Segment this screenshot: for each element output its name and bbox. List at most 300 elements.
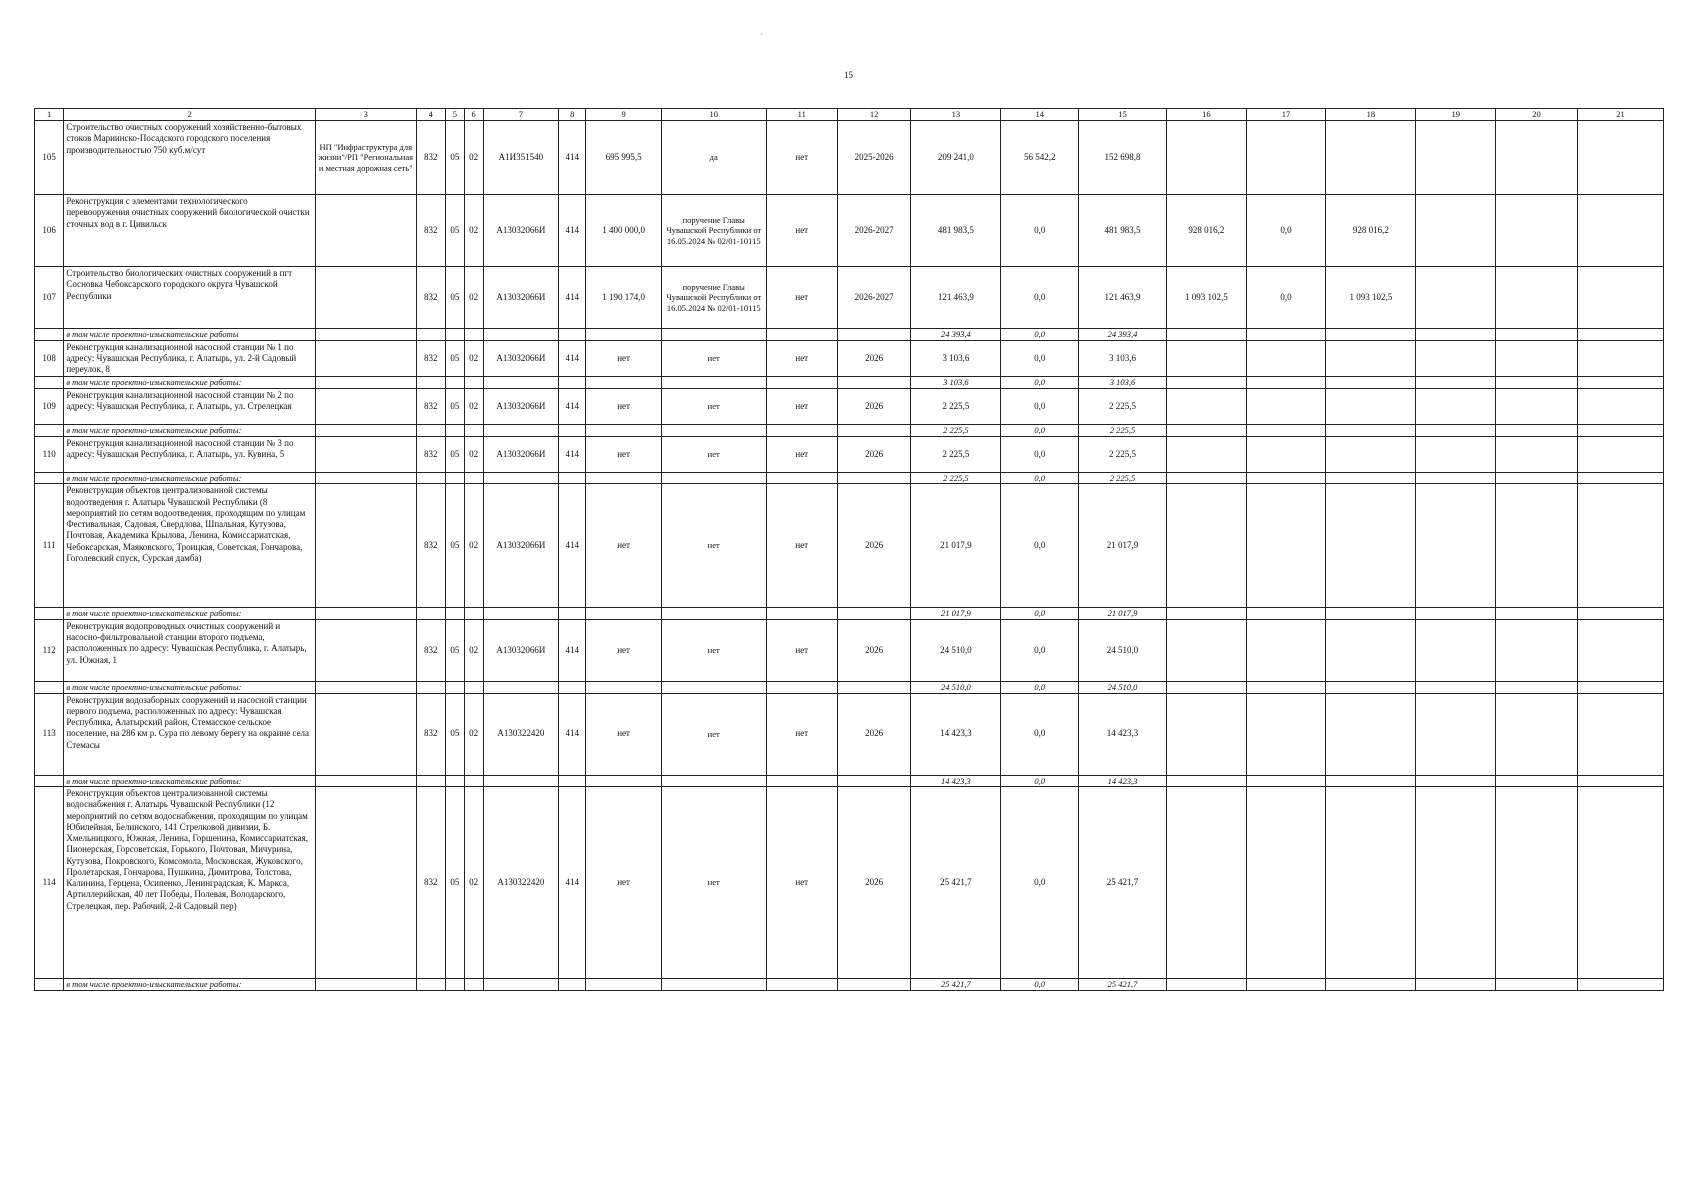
empty-cell [1416, 472, 1496, 484]
empty-cell [559, 775, 586, 787]
value-c9: нет [586, 340, 661, 377]
value-c12: 2026 [837, 484, 910, 608]
empty-cell [1167, 775, 1247, 787]
empty-cell [1416, 619, 1496, 681]
value-c11: нет [766, 389, 837, 425]
empty-cell [445, 377, 464, 389]
value-c7: A130322420 [483, 693, 558, 775]
empty-cell [416, 608, 445, 620]
value-c8: 414 [559, 389, 586, 425]
value-c12: 2026 [837, 693, 910, 775]
subtotal-value-col14: 0,0 [1001, 425, 1079, 437]
value-c4: 832 [416, 267, 445, 329]
empty-cell [1326, 425, 1416, 437]
empty-cell [586, 608, 661, 620]
column-number-row [35, 109, 1664, 121]
column-number: 14 [1001, 109, 1079, 121]
object-name: Строительство биологических очистных сооружений в пгт Сосновка Чебоксарского городского округа Чувашской Республики [64, 267, 316, 329]
value-c12: 2026 [837, 389, 910, 425]
empty-cell [1416, 340, 1496, 377]
value-c13: 3 103,6 [911, 340, 1001, 377]
subtotal-value-col14: 0,0 [1001, 775, 1079, 787]
empty-cell [464, 377, 483, 389]
value-c15: 2 225,5 [1078, 436, 1166, 472]
value-c17 [1246, 340, 1326, 377]
empty-cell [1416, 121, 1496, 195]
value-c9: 1 400 000,0 [586, 195, 661, 267]
empty-cell [1167, 329, 1247, 341]
empty-cell [1577, 425, 1663, 437]
empty-cell [416, 329, 445, 341]
value-c12: 2026-2027 [837, 267, 910, 329]
object-name: Реконструкция объектов централизованной системы водоотведения г. Алатырь Чувашской Республики (8 мероприятий по сетям водоотведения, проходящим по улицам Фестивальная, Садовая, Свердлова, Шпальная, Кутузова, Почтовая, Академика Крылова, Ленина, Комиссариатская, Чебоксарская, Маяковского, Троицкая, Советская, Гончарова, Гоголевский спуск, Сурская дамба) [64, 484, 316, 608]
empty-cell [1416, 979, 1496, 991]
empty-cell [766, 377, 837, 389]
empty-cell [1496, 608, 1578, 620]
row-number: 114 [35, 787, 64, 979]
empty-cell [837, 377, 910, 389]
value-c13: 2 225,5 [911, 436, 1001, 472]
empty-cell [1496, 436, 1578, 472]
empty-cell [315, 377, 416, 389]
value-c15: 2 225,5 [1078, 389, 1166, 425]
empty-cell [1496, 472, 1578, 484]
value-c4: 832 [416, 436, 445, 472]
empty-cell [1577, 619, 1663, 681]
value-c18 [1326, 693, 1416, 775]
value-c4: 832 [416, 195, 445, 267]
empty-cell [1577, 329, 1663, 341]
value-c5: 05 [445, 787, 464, 979]
empty-cell [1577, 775, 1663, 787]
value-c18 [1326, 436, 1416, 472]
value-c16 [1167, 389, 1247, 425]
empty-cell [416, 425, 445, 437]
empty-cell [416, 472, 445, 484]
decision-cell: поручение Главы Чувашской Республики от 16.05.2024 № 02/01-10115 [661, 267, 766, 329]
project-cell [315, 340, 416, 377]
value-c15: 24 510,0 [1078, 619, 1166, 681]
value-c4: 832 [416, 121, 445, 195]
value-c18: 1 093 102,5 [1326, 267, 1416, 329]
column-number: 15 [1078, 109, 1166, 121]
empty-cell [586, 979, 661, 991]
object-name: Строительство очистных сооружений хозяйственно-бытовых стоков Мариинско-Посадского городского поселения производительностью 750 куб.м/сут [64, 121, 316, 195]
value-c18 [1326, 389, 1416, 425]
empty-cell [766, 775, 837, 787]
value-c12: 2026 [837, 436, 910, 472]
subtotal-row [35, 425, 1664, 437]
empty-cell [1496, 681, 1578, 693]
empty-cell [661, 775, 766, 787]
empty-cell [766, 979, 837, 991]
empty-cell [1326, 608, 1416, 620]
value-c15: 25 421,7 [1078, 787, 1166, 979]
empty-cell [837, 425, 910, 437]
value-c8: 414 [559, 267, 586, 329]
empty-cell [1416, 693, 1496, 775]
empty-cell [445, 329, 464, 341]
empty-cell [1416, 787, 1496, 979]
value-c15: 121 463,9 [1078, 267, 1166, 329]
empty-cell [837, 472, 910, 484]
column-number: 6 [464, 109, 483, 121]
empty-cell [559, 377, 586, 389]
value-c9: нет [586, 619, 661, 681]
empty-cell [464, 472, 483, 484]
subtotal-label: в том числе проектно-изыскательские работы: [64, 681, 316, 693]
empty-cell [1577, 693, 1663, 775]
value-c14: 0,0 [1001, 436, 1079, 472]
empty-cell [35, 979, 64, 991]
empty-cell [1577, 267, 1663, 329]
value-c17 [1246, 484, 1326, 608]
subtotal-value-col15: 25 421,7 [1078, 979, 1166, 991]
empty-cell [35, 329, 64, 341]
empty-cell [1326, 681, 1416, 693]
empty-cell [483, 681, 558, 693]
scan-mark: · [760, 30, 763, 39]
value-c7: A13032066И [483, 436, 558, 472]
empty-cell [1167, 472, 1247, 484]
subtotal-value-col14: 0,0 [1001, 329, 1079, 341]
value-c8: 414 [559, 121, 586, 195]
empty-cell [1496, 775, 1578, 787]
empty-cell [661, 681, 766, 693]
row-number: 108 [35, 340, 64, 377]
empty-cell [416, 979, 445, 991]
value-c14: 0,0 [1001, 195, 1079, 267]
value-c11: нет [766, 195, 837, 267]
value-c14: 0,0 [1001, 787, 1079, 979]
empty-cell [416, 681, 445, 693]
empty-cell [1577, 195, 1663, 267]
value-c18 [1326, 121, 1416, 195]
column-number: 20 [1496, 109, 1578, 121]
value-c8: 414 [559, 484, 586, 608]
project-cell [315, 267, 416, 329]
value-c8: 414 [559, 340, 586, 377]
value-c9: нет [586, 484, 661, 608]
subtotal-value-col13: 14 423,3 [911, 775, 1001, 787]
value-c17: 0,0 [1246, 195, 1326, 267]
column-number: 7 [483, 109, 558, 121]
empty-cell [1416, 484, 1496, 608]
empty-cell [1496, 619, 1578, 681]
decision-cell: да [661, 121, 766, 195]
empty-cell [35, 681, 64, 693]
table-row [35, 195, 1664, 267]
column-number: 5 [445, 109, 464, 121]
decision-cell: нет [661, 484, 766, 608]
value-c12: 2026 [837, 787, 910, 979]
empty-cell [464, 775, 483, 787]
value-c16: 1 093 102,5 [1167, 267, 1247, 329]
value-c7: A13032066И [483, 340, 558, 377]
value-c14: 0,0 [1001, 267, 1079, 329]
empty-cell [1416, 389, 1496, 425]
value-c16 [1167, 436, 1247, 472]
decision-cell: поручение Главы Чувашской Республики от 16.05.2024 № 02/01-10115 [661, 195, 766, 267]
empty-cell [1496, 389, 1578, 425]
empty-cell [1496, 377, 1578, 389]
object-name: Реконструкция водозаборных сооружений и насосной станции первого подъема, расположенных по адресу: Чувашская Республика, Алатырский район, Стемасское сельское поселение, на 286 км р. Сура по левому берегу на окраине села Стемасы [64, 693, 316, 775]
empty-cell [35, 472, 64, 484]
column-number: 21 [1577, 109, 1663, 121]
object-name: Реконструкция с элементами технологического перевооружения очистных сооружений биологической очистки сточных вод в г. Цивильск [64, 195, 316, 267]
empty-cell [1577, 787, 1663, 979]
column-number: 8 [559, 109, 586, 121]
value-c13: 14 423,3 [911, 693, 1001, 775]
value-c7: A13032066И [483, 484, 558, 608]
decision-cell: нет [661, 619, 766, 681]
row-number: 107 [35, 267, 64, 329]
value-c17 [1246, 787, 1326, 979]
empty-cell [483, 377, 558, 389]
empty-cell [559, 472, 586, 484]
project-cell [315, 619, 416, 681]
subtotal-label: в том числе проектно-изыскательские работы: [64, 608, 316, 620]
table-row [35, 484, 1664, 608]
value-c13: 481 983,5 [911, 195, 1001, 267]
column-number: 11 [766, 109, 837, 121]
table-row [35, 340, 1664, 377]
empty-cell [315, 775, 416, 787]
value-c7: A13032066И [483, 389, 558, 425]
value-c15: 481 983,5 [1078, 195, 1166, 267]
value-c6: 02 [464, 340, 483, 377]
empty-cell [315, 681, 416, 693]
value-c17 [1246, 619, 1326, 681]
column-number: 10 [661, 109, 766, 121]
empty-cell [837, 608, 910, 620]
row-number: 112 [35, 619, 64, 681]
subtotal-value-col15: 24 510,0 [1078, 681, 1166, 693]
value-c9: нет [586, 693, 661, 775]
column-number: 12 [837, 109, 910, 121]
empty-cell [586, 472, 661, 484]
empty-cell [586, 425, 661, 437]
empty-cell [1496, 267, 1578, 329]
empty-cell [1496, 329, 1578, 341]
value-c18 [1326, 340, 1416, 377]
empty-cell [1577, 484, 1663, 608]
value-c18 [1326, 484, 1416, 608]
value-c12: 2026 [837, 340, 910, 377]
value-c16 [1167, 787, 1247, 979]
value-c9: нет [586, 389, 661, 425]
value-c4: 832 [416, 389, 445, 425]
empty-cell [661, 979, 766, 991]
empty-cell [1167, 377, 1247, 389]
value-c14: 56 542,2 [1001, 121, 1079, 195]
value-c9: 695 995,5 [586, 121, 661, 195]
empty-cell [1577, 979, 1663, 991]
column-number: 1 [35, 109, 64, 121]
object-name: Реконструкция канализационной насосной станции № 1 по адресу: Чувашская Республика, г. Алатырь, ул. 2-й Садовый переулок, 8 [64, 340, 316, 377]
table-row [35, 693, 1664, 775]
empty-cell [586, 775, 661, 787]
subtotal-row [35, 681, 1664, 693]
value-c11: нет [766, 340, 837, 377]
empty-cell [1496, 979, 1578, 991]
value-c16: 928 016,2 [1167, 195, 1247, 267]
empty-cell [464, 608, 483, 620]
empty-cell [586, 681, 661, 693]
table-row [35, 436, 1664, 472]
empty-cell [586, 329, 661, 341]
subtotal-value-col15: 21 017,9 [1078, 608, 1166, 620]
empty-cell [445, 681, 464, 693]
empty-cell [1577, 389, 1663, 425]
subtotal-value-col13: 2 225,5 [911, 425, 1001, 437]
empty-cell [1496, 484, 1578, 608]
subtotal-row [35, 472, 1664, 484]
empty-cell [35, 377, 64, 389]
subtotal-value-col14: 0,0 [1001, 608, 1079, 620]
empty-cell [559, 329, 586, 341]
column-number: 13 [911, 109, 1001, 121]
empty-cell [586, 377, 661, 389]
empty-cell [1577, 681, 1663, 693]
empty-cell [1246, 681, 1326, 693]
value-c17 [1246, 121, 1326, 195]
column-number: 18 [1326, 109, 1416, 121]
empty-cell [837, 775, 910, 787]
value-c11: нет [766, 693, 837, 775]
row-number: 111 [35, 484, 64, 608]
value-c4: 832 [416, 787, 445, 979]
value-c6: 02 [464, 693, 483, 775]
empty-cell [315, 329, 416, 341]
empty-cell [416, 775, 445, 787]
empty-cell [1416, 681, 1496, 693]
value-c16 [1167, 693, 1247, 775]
table-row [35, 389, 1664, 425]
project-cell [315, 195, 416, 267]
row-number: 109 [35, 389, 64, 425]
subtotal-label: в том числе проектно-изыскательские работы: [64, 425, 316, 437]
value-c5: 05 [445, 389, 464, 425]
empty-cell [1496, 340, 1578, 377]
subtotal-value-col13: 21 017,9 [911, 608, 1001, 620]
project-cell [315, 436, 416, 472]
subtotal-value-col15: 2 225,5 [1078, 472, 1166, 484]
subtotal-value-col14: 0,0 [1001, 979, 1079, 991]
value-c14: 0,0 [1001, 484, 1079, 608]
column-number: 17 [1246, 109, 1326, 121]
row-number: 110 [35, 436, 64, 472]
empty-cell [1577, 608, 1663, 620]
empty-cell [1326, 979, 1416, 991]
table-row [35, 267, 1664, 329]
subtotal-row [35, 608, 1664, 620]
value-c14: 0,0 [1001, 619, 1079, 681]
value-c11: нет [766, 121, 837, 195]
empty-cell [35, 425, 64, 437]
value-c5: 05 [445, 195, 464, 267]
value-c6: 02 [464, 787, 483, 979]
value-c6: 02 [464, 619, 483, 681]
empty-cell [559, 608, 586, 620]
value-c6: 02 [464, 484, 483, 608]
project-cell [315, 693, 416, 775]
empty-cell [766, 329, 837, 341]
empty-cell [766, 681, 837, 693]
empty-cell [766, 472, 837, 484]
empty-cell [1416, 425, 1496, 437]
page-number: 15 [844, 70, 853, 80]
empty-cell [1416, 436, 1496, 472]
empty-cell [1416, 775, 1496, 787]
decision-cell: нет [661, 787, 766, 979]
empty-cell [837, 681, 910, 693]
value-c6: 02 [464, 195, 483, 267]
column-number: 4 [416, 109, 445, 121]
value-c18 [1326, 787, 1416, 979]
value-c15: 152 698,8 [1078, 121, 1166, 195]
empty-cell [1416, 329, 1496, 341]
table-row [35, 787, 1664, 979]
value-c4: 832 [416, 619, 445, 681]
value-c8: 414 [559, 436, 586, 472]
empty-cell [661, 608, 766, 620]
empty-cell [766, 608, 837, 620]
empty-cell [766, 425, 837, 437]
row-number: 105 [35, 121, 64, 195]
value-c6: 02 [464, 121, 483, 195]
empty-cell [483, 329, 558, 341]
value-c4: 832 [416, 484, 445, 608]
subtotal-value-col14: 0,0 [1001, 681, 1079, 693]
empty-cell [837, 329, 910, 341]
value-c5: 05 [445, 340, 464, 377]
value-c17: 0,0 [1246, 267, 1326, 329]
subtotal-row [35, 329, 1664, 341]
value-c12: 2026 [837, 619, 910, 681]
value-c17 [1246, 693, 1326, 775]
empty-cell [483, 472, 558, 484]
empty-cell [1326, 472, 1416, 484]
value-c6: 02 [464, 436, 483, 472]
empty-cell [1167, 425, 1247, 437]
column-number: 2 [64, 109, 316, 121]
row-number: 106 [35, 195, 64, 267]
table-row [35, 121, 1664, 195]
empty-cell [559, 681, 586, 693]
empty-cell [1246, 329, 1326, 341]
empty-cell [483, 608, 558, 620]
value-c8: 414 [559, 787, 586, 979]
subtotal-value-col14: 0,0 [1001, 472, 1079, 484]
empty-cell [1246, 425, 1326, 437]
empty-cell [445, 472, 464, 484]
empty-cell [559, 425, 586, 437]
empty-cell [1577, 340, 1663, 377]
empty-cell [445, 979, 464, 991]
value-c14: 0,0 [1001, 389, 1079, 425]
empty-cell [1246, 377, 1326, 389]
column-number: 16 [1167, 109, 1247, 121]
empty-cell [1416, 267, 1496, 329]
subtotal-value-col15: 24 393,4 [1078, 329, 1166, 341]
value-c16 [1167, 484, 1247, 608]
empty-cell [1577, 472, 1663, 484]
empty-cell [445, 608, 464, 620]
empty-cell [445, 425, 464, 437]
empty-cell [445, 775, 464, 787]
empty-cell [464, 681, 483, 693]
